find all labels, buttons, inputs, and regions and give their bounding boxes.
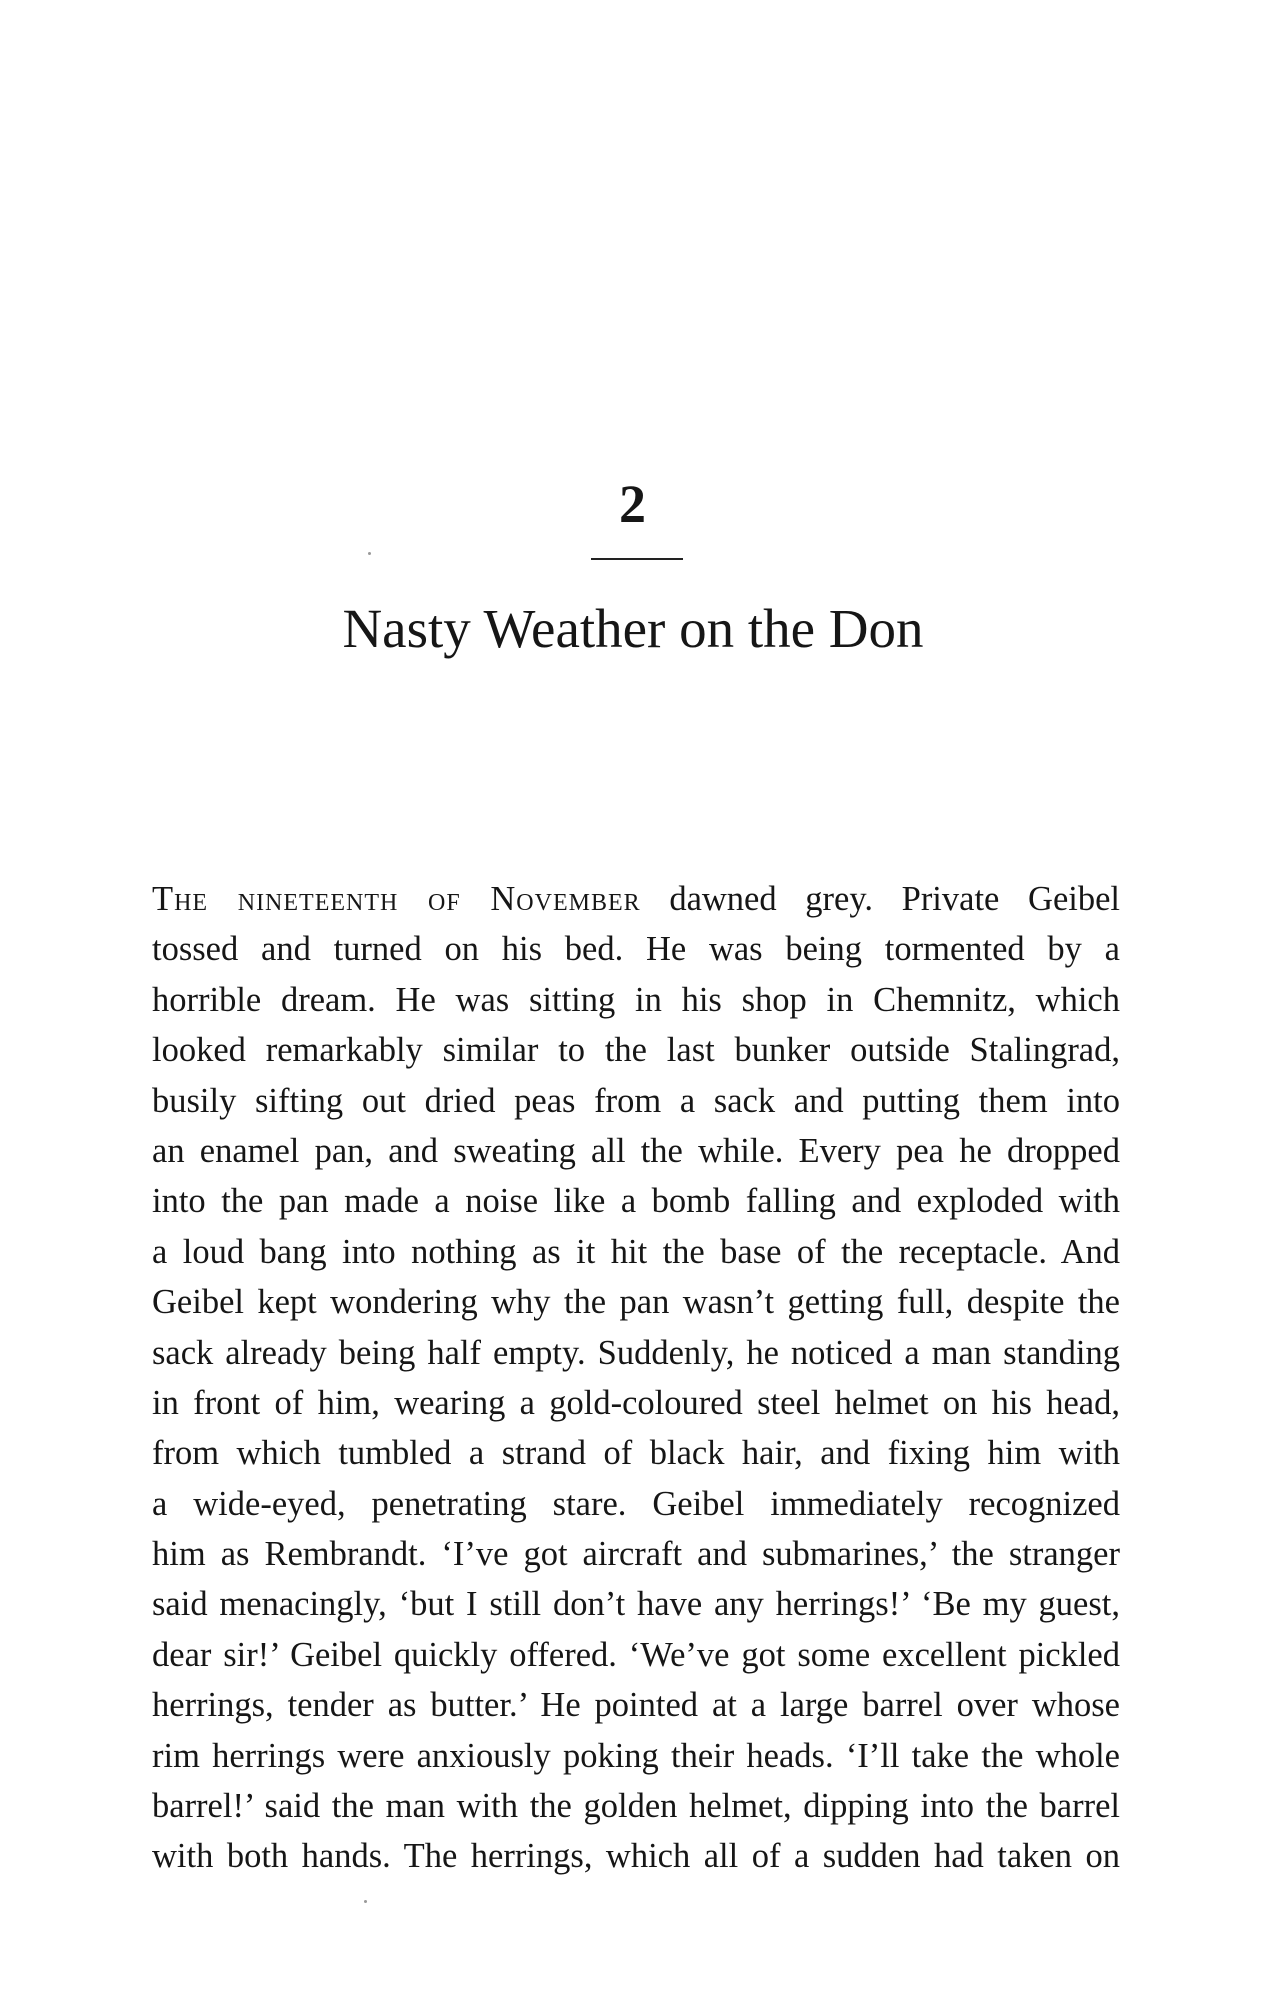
body-line: busily sifting out dried peas from a sack and putting them into <box>152 1081 1120 1120</box>
scan-speck <box>364 1900 367 1903</box>
body-line: rim herrings were anxiously poking their heads. ‘I’ll take the whole <box>152 1736 1120 1775</box>
body-line: sack already being half empty. Suddenly, he noticed a man standing <box>152 1333 1120 1372</box>
body-line: a wide-eyed, penetrating stare. Geibel immediately recognized <box>152 1484 1120 1523</box>
opening-smallcaps: The nineteenth of November <box>152 880 641 918</box>
body-line: him as Rembrandt. ‘I’ve got aircraft and submarines,’ the stranger <box>152 1535 1120 1574</box>
body-line: barrel!’ said the man with the golden helmet, dipping into the barrel <box>152 1787 1120 1826</box>
scan-speck <box>368 552 371 555</box>
chapter-number: 2 <box>619 474 647 534</box>
chapter-title: Nasty Weather on the Don <box>342 598 924 659</box>
body-line: into the pan made a noise like a bomb falling and exploded with <box>152 1182 1120 1221</box>
body-line: herrings, tender as butter.’ He pointed at a large barrel over whose <box>152 1686 1120 1725</box>
body-line: in front of him, wearing a gold-coloured steel helmet on his head, <box>152 1383 1120 1422</box>
body-line: said menacingly, ‘but I still don’t have any herrings!’ ‘Be my guest, <box>152 1585 1120 1624</box>
first-line-rest: dawned grey. Private Geibel <box>640 880 1120 918</box>
chapter-divider-rule <box>591 558 683 560</box>
body-line: with both hands. The herrings, which all of a sudden had taken on <box>152 1837 1120 1876</box>
body-line-1 <box>152 874 1120 924</box>
body-line: horrible dream. He was sitting in his shop in Chemnitz, which <box>152 980 1120 1019</box>
body-line: tossed and turned on his bed. He was being tormented by a <box>152 930 1120 969</box>
body-line: a loud bang into nothing as it hit the base of the receptacle. And <box>152 1232 1120 1271</box>
body-line: dear sir!’ Geibel quickly offered. ‘We’ve got some excellent pickled <box>152 1635 1120 1674</box>
body-line: from which tumbled a strand of black hair, and fixing him with <box>152 1434 1120 1473</box>
chapter-body-text <box>152 874 1120 1882</box>
body-line: Geibel kept wondering why the pan wasn’t getting full, despite the <box>152 1283 1120 1322</box>
body-line: an enamel pan, and sweating all the while. Every pea he dropped <box>152 1131 1120 1170</box>
body-line: looked remarkably similar to the last bunker outside Stalingrad, <box>152 1031 1120 1070</box>
